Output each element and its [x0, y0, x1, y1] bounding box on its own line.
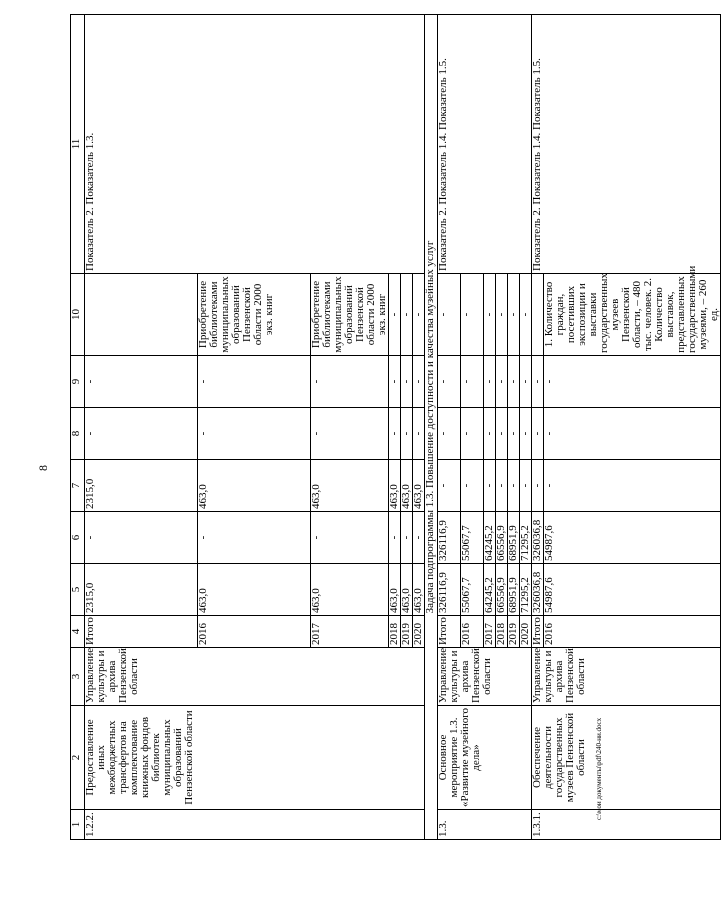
table-row — [85, 15, 198, 840]
value-cell: - — [401, 356, 413, 408]
column-number-row — [71, 15, 85, 840]
value-cell: - — [389, 512, 401, 564]
measure-name: Обеспечение деятельности государственных музеев Пензенской области — [532, 706, 721, 810]
col-header-5: 5 — [71, 564, 85, 616]
result-cell: - — [508, 274, 520, 356]
value-cell: - — [544, 460, 721, 512]
year-cell: Итого — [438, 616, 461, 648]
col-header-9: 9 — [71, 356, 85, 408]
total-value: 463,0 — [389, 564, 401, 616]
total-value: 326116,9 — [438, 564, 461, 616]
value-cell: 326036,8 — [532, 512, 544, 564]
value-cell: - — [389, 408, 401, 460]
col-header-10: 10 — [71, 274, 85, 356]
value-cell: - — [520, 408, 532, 460]
value-cell: - — [544, 356, 721, 408]
col-header-8: 8 — [71, 408, 85, 460]
value-cell: 66556,9 — [496, 512, 508, 564]
total-value: 2315,0 — [85, 564, 198, 616]
value-cell: - — [484, 356, 496, 408]
value-cell: 64245,2 — [484, 512, 496, 564]
value-cell: - — [520, 460, 532, 512]
value-cell: - — [496, 356, 508, 408]
row-number: 1.3. — [438, 810, 532, 840]
value-cell: - — [532, 460, 544, 512]
value-cell: 326116,9 — [438, 512, 461, 564]
value-cell: - — [532, 356, 544, 408]
value-cell: - — [508, 460, 520, 512]
col-header-7: 7 — [71, 460, 85, 512]
value-cell: - — [85, 408, 198, 460]
value-cell: - — [311, 512, 389, 564]
measure-name: Основное мероприятие 1.3. «Развитие музейного дела» — [438, 706, 532, 810]
value-cell: - — [311, 356, 389, 408]
value-cell: - — [508, 408, 520, 460]
value-cell: - — [413, 512, 425, 564]
value-cell: - — [544, 408, 721, 460]
value-cell: 2315,0 — [85, 460, 198, 512]
total-value: 463,0 — [401, 564, 413, 616]
year-cell: 2017 — [311, 616, 389, 648]
executor: Управление культуры и архива Пензенской области — [438, 648, 532, 706]
table-row — [438, 15, 461, 840]
year-cell: 2018 — [389, 616, 401, 648]
total-value: 54987,6 — [544, 564, 721, 616]
value-cell: - — [484, 408, 496, 460]
col-header-6: 6 — [71, 512, 85, 564]
value-cell: - — [438, 460, 461, 512]
budget-table — [70, 14, 721, 840]
total-value: 64245,2 — [484, 564, 496, 616]
result-cell: 1. Количество граждан, посетивших экспозиции и выставки государственных музеев Пензенской области, – 480 тыс. человек. 2. Количество выставок, представленных государственными музеями, – 260 ед. — [544, 274, 721, 356]
executor: Управление культуры и архива Пензенской области — [532, 648, 721, 706]
value-cell: - — [461, 408, 484, 460]
value-cell: 463,0 — [311, 460, 389, 512]
year-cell: 2016 — [461, 616, 484, 648]
value-cell: - — [413, 356, 425, 408]
value-cell: - — [85, 512, 198, 564]
result-cell: Приобретение библиотеками муниципальных образований Пензенской области 2000 экз. книг — [198, 274, 311, 356]
indicator-cell: Показатель 2. Показатель 1.4. Показатель 1.5. — [438, 15, 532, 274]
result-cell: - — [401, 274, 413, 356]
result-cell: - — [496, 274, 508, 356]
year-cell: Итого — [85, 616, 198, 648]
footer-text: c:\мои документы\pdf\240-ни.docx — [595, 717, 603, 820]
year-cell: 2020 — [520, 616, 532, 648]
year-cell: 2019 — [401, 616, 413, 648]
value-cell: - — [438, 356, 461, 408]
year-cell: 2019 — [508, 616, 520, 648]
total-value: 66556,9 — [496, 564, 508, 616]
value-cell: - — [520, 356, 532, 408]
total-value: 68951,9 — [508, 564, 520, 616]
value-cell: - — [198, 356, 311, 408]
col-header-1: 1 — [71, 810, 85, 840]
year-cell: 2016 — [544, 616, 721, 648]
value-cell: - — [484, 460, 496, 512]
col-header-3: 3 — [71, 648, 85, 706]
result-cell: - — [520, 274, 532, 356]
value-cell: - — [413, 408, 425, 460]
value-cell: 463,0 — [413, 460, 425, 512]
section-row — [425, 15, 438, 840]
value-cell: - — [508, 356, 520, 408]
total-value: 463,0 — [198, 564, 311, 616]
value-cell: - — [438, 408, 461, 460]
table-row — [532, 15, 544, 840]
year-cell: 2017 — [484, 616, 496, 648]
col-header-11: 11 — [71, 15, 85, 274]
value-cell: - — [496, 408, 508, 460]
col-header-4: 4 — [71, 616, 85, 648]
value-cell: - — [389, 356, 401, 408]
result-cell — [532, 274, 544, 356]
result-cell: - — [461, 274, 484, 356]
year-cell: 2020 — [413, 616, 425, 648]
total-value: 71295,2 — [520, 564, 532, 616]
value-cell: - — [85, 356, 198, 408]
value-cell: - — [532, 408, 544, 460]
total-value: 326036,8 — [532, 564, 544, 616]
value-cell: 71295,2 — [520, 512, 532, 564]
value-cell: - — [401, 512, 413, 564]
indicator-cell: Показатель 2. Показатель 1.4. Показатель 1.5. — [532, 15, 721, 274]
measure-name: Предоставление иных межбюджетных трансфертов на комплектование книжных фондов библиотек муниципальных образований Пензенской области — [85, 706, 425, 810]
value-cell: - — [461, 356, 484, 408]
value-cell: - — [198, 512, 311, 564]
result-cell: Приобретение библиотеками муниципальных образований Пензенской области 2000 экз. книг — [311, 274, 389, 356]
value-cell: - — [311, 408, 389, 460]
total-value: 463,0 — [413, 564, 425, 616]
indicator-cell: Показатель 2. Показатель 1.3. — [85, 15, 425, 274]
value-cell: 463,0 — [401, 460, 413, 512]
result-cell: - — [438, 274, 461, 356]
col-header-2: 2 — [71, 706, 85, 810]
value-cell: 463,0 — [389, 460, 401, 512]
value-cell: - — [198, 408, 311, 460]
total-value: 463,0 — [311, 564, 389, 616]
section-title: Задача подпрограммы 1.3. Повышение доступности и качества музейных услуг — [425, 15, 438, 840]
executor: Управление культуры и архива Пензенской области — [85, 648, 425, 706]
row-number: 1.2.2. — [85, 810, 425, 840]
page-number: 8 — [36, 465, 50, 471]
year-cell: 2016 — [198, 616, 311, 648]
total-value: 55067,7 — [461, 564, 484, 616]
value-cell: - — [461, 460, 484, 512]
value-cell: - — [401, 408, 413, 460]
year-cell: Итого — [532, 616, 544, 648]
result-cell: - — [389, 274, 401, 356]
result-cell — [85, 274, 198, 356]
value-cell: 68951,9 — [508, 512, 520, 564]
value-cell: 463,0 — [198, 460, 311, 512]
result-cell: - — [413, 274, 425, 356]
value-cell: 54987,6 — [544, 512, 721, 564]
year-cell: 2018 — [496, 616, 508, 648]
row-number: 1.3.1. — [532, 810, 721, 840]
result-cell: - — [484, 274, 496, 356]
value-cell: 55067,7 — [461, 512, 484, 564]
value-cell: - — [496, 460, 508, 512]
